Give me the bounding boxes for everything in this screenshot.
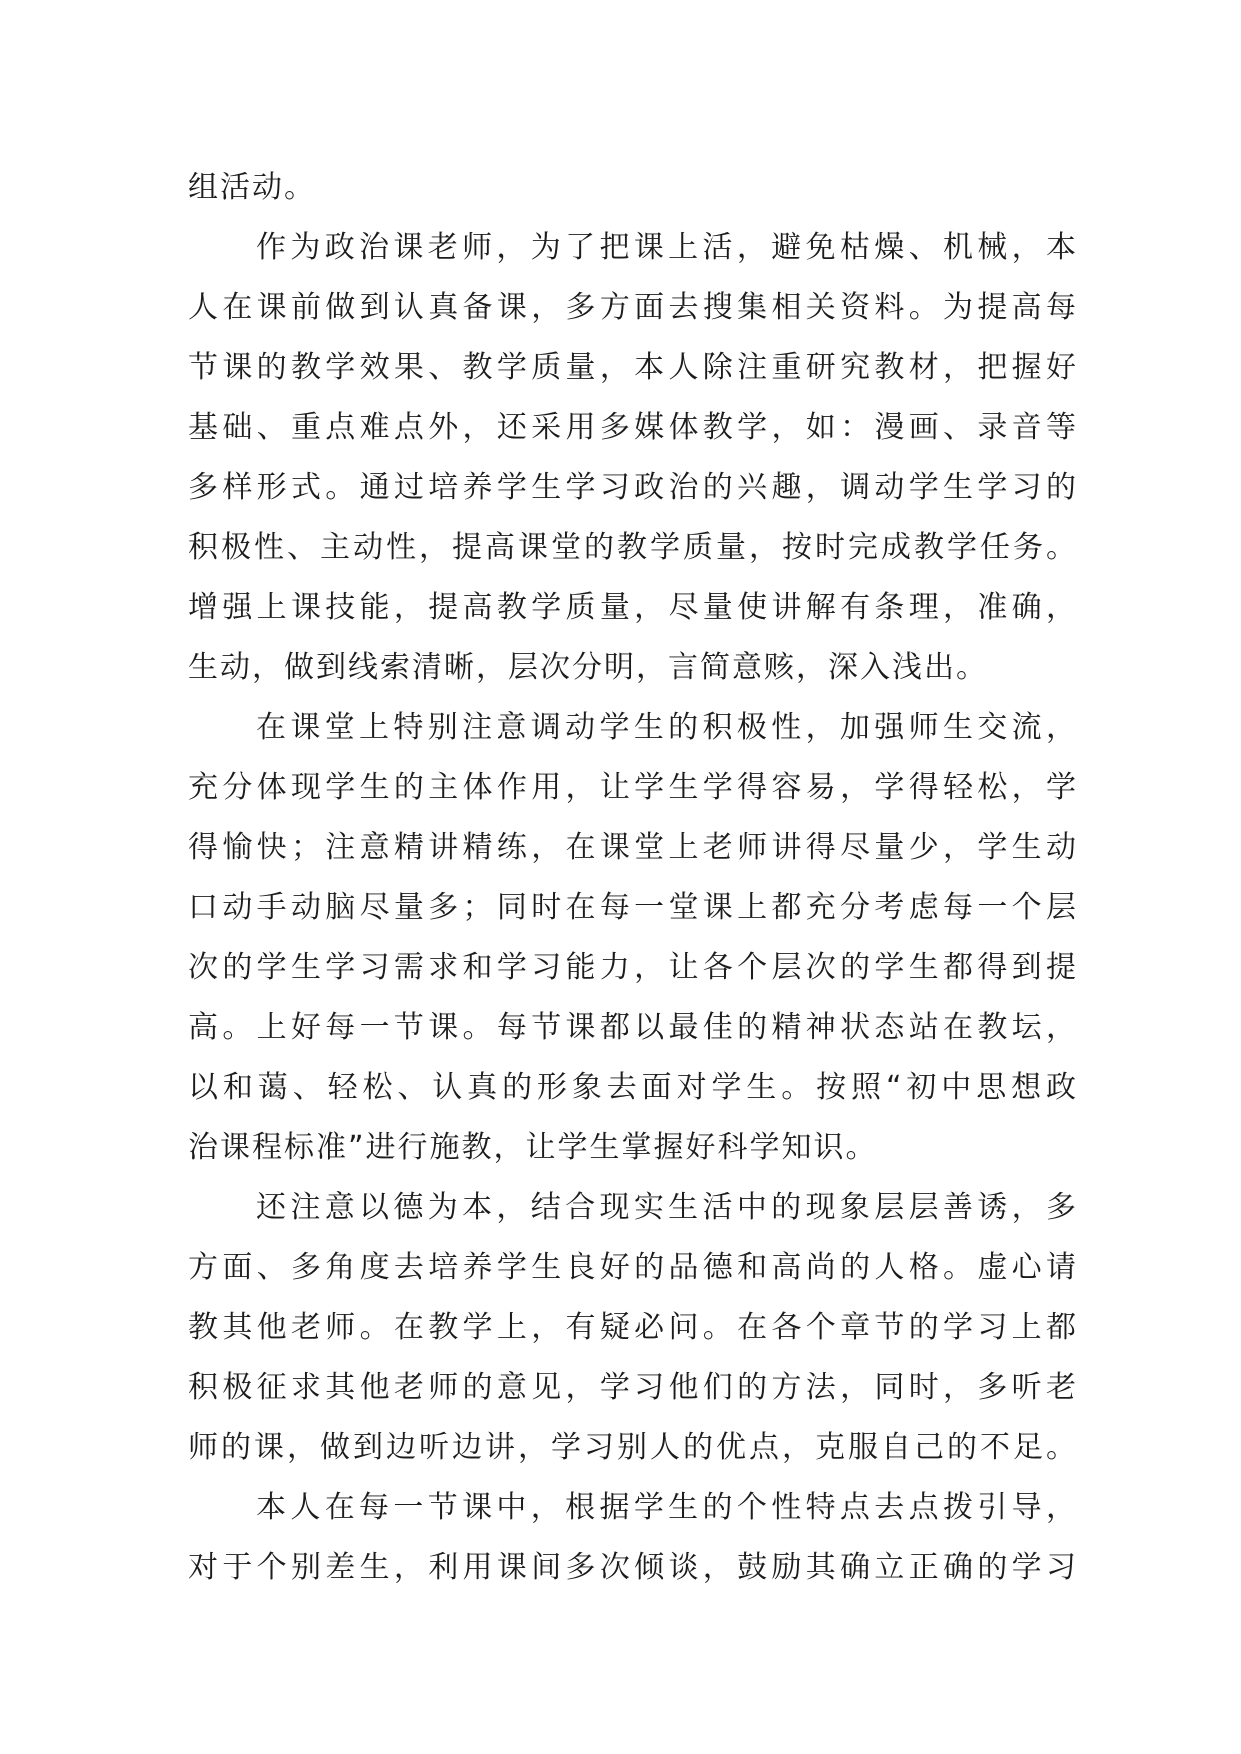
text-line: 积极征求其他老师的意见，学习他们的方法，同时，多听老 <box>188 1370 1078 1405</box>
text-line: 增强上课技能，提高教学质量，尽量使讲解有条理，准确， <box>188 590 1078 625</box>
text-line: 对于个别差生，利用课间多次倾谈，鼓励其确立正确的学习 <box>188 1550 1078 1585</box>
text-line: 教其他老师。在教学上，有疑必问。在各个章节的学习上都 <box>188 1310 1078 1345</box>
paragraph-first-line: 本人在每一节课中，根据学生的个性特点去点拨引导， <box>256 1490 1078 1525</box>
text-line: 多样形式。通过培养学生学习政治的兴趣，调动学生学习的 <box>188 470 1078 505</box>
text-line: 师的课，做到边听边讲，学习别人的优点，克服自己的不足。 <box>188 1430 1078 1465</box>
text-line: 节课的教学效果、教学质量，本人除注重研究教材，把握好 <box>188 350 1078 385</box>
text-line: 人在课前做到认真备课，多方面去搜集相关资料。为提高每 <box>188 290 1078 325</box>
text-line: 口动手动脑尽量多；同时在每一堂课上都充分考虑每一个层 <box>188 890 1078 925</box>
paragraph-first-line: 还注意以德为本，结合现实生活中的现象层层善诱，多 <box>256 1190 1078 1225</box>
text-line: 以和蔼、轻松、认真的形象去面对学生。按照“初中思想政 <box>188 1070 1078 1105</box>
text-line: 治课程标准”进行施教，让学生掌握好科学知识。 <box>188 1130 878 1165</box>
text-line: 充分体现学生的主体作用，让学生学得容易，学得轻松，学 <box>188 770 1078 805</box>
text-line: 方面、多角度去培养学生良好的品德和高尚的人格。虚心请 <box>188 1250 1078 1285</box>
body-text <box>188 158 1078 1598</box>
text-line: 次的学生学习需求和学习能力，让各个层次的学生都得到提 <box>188 950 1078 985</box>
text-line: 基础、重点难点外，还采用多媒体教学，如：漫画、录音等 <box>188 410 1078 445</box>
text-line: 组活动。 <box>188 170 316 205</box>
paragraph-first-line: 在课堂上特别注意调动学生的积极性，加强师生交流， <box>256 710 1078 745</box>
text-line: 生动，做到线索清晰，层次分明，言简意赅，深入浅出。 <box>188 650 988 685</box>
paragraph-first-line: 作为政治课老师，为了把课上活，避免枯燥、机械，本 <box>256 230 1078 265</box>
text-line: 得愉快；注意精讲精练，在课堂上老师讲得尽量少，学生动 <box>188 830 1078 865</box>
text-line: 积极性、主动性，提高课堂的教学质量，按时完成教学任务。 <box>188 530 1078 565</box>
text-line: 高。上好每一节课。每节课都以最佳的精神状态站在教坛， <box>188 1010 1078 1045</box>
